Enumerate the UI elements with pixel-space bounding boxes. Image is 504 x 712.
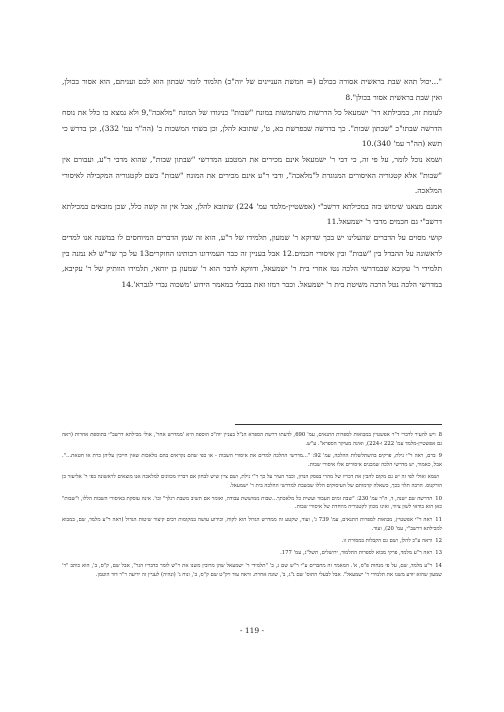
footnote: [62, 495, 442, 513]
footnote-number: 12: [435, 537, 442, 544]
footnote-text: ראה ר"ע מלמד, פרקי מבוא לספרות התלמוד, ירושלים, תשל"ג, עמ' 177.: [280, 550, 433, 557]
footnote: [62, 537, 442, 546]
footnote-text: ויש להעיר לדברי ד"ר אפשטיין במבואות לספרות התנאים, עמ' 690, לדעתו דרשת הספרא הנ"ל בעניין יוה"כ הוספה היא 'ממדרש אחר', אולי מכילתא דרשב"י בתוספת אחרות (ראה גם אפשטיין-מלמד עמ' 222 ו-224), ואינה מעיקר הספרא". ע"ש.: [62, 432, 442, 447]
body-paragraph: קושי מסוים על הדברים שהעלינו יש בכך שדוקא ר' שמעון, תלמידו של ר"ע, הוא זה שמן הדברים המיוחסים לו במשנה אנו למדים לראשונה על ההבדל בין "שבות" ובין איסורי חכמים.12 אבל בעניין זה כבר העמידונו רבותינו החוקרים13 על כך שר"ש לא נמנה בין תלמידי ר' עקיבא שבמדרשי הלכה נטו אחרי בית ר' ישמעאל, ודווקא לדבר הוא ר' שמעון בן יוחאי, תלמידו הוותיק של ר' עקיבא, במדרשי הלכה נטל הרבה משיטת בית ר' ישמעאל. וכבר רמזו זאת בבבלי במאמר הידוע 'משכוה גברי לגברא'.14: [62, 232, 442, 289]
footnote: [62, 549, 442, 558]
footnote-separator: [235, 424, 442, 425]
footnote-text: ושמא ואולי לפי זה יש גם מקום להבין את דבריו של מהרי בפסק הנדון, וכבר העיר על כך ר"י גילת, ושם ציין שיש לבחון אם דבריו מכוונים למלאכה אנו מוצאים לראשונה בפי ר' אליעזר בן הורקנוס. הרבה תלוי בכך, כשאלה קדמותם של העיסוקים הללו שבשבת למדרשי ההלכה בית ר' ישמעאל.: [62, 474, 442, 490]
body-paragraph: "...יכול תהא שבת בראשית אסורה בכולם (= חמשת העניינים של יוה"כ) תלמוד לומר שבתון הוא לכם ועניתם, הוא אסור בכולן, ואין שבת בראשית אסור בכולן".8: [62, 77, 442, 102]
footnote-text: ראה ר"י אפשטיין, מבואות לספרות התנאים, עמ' 739 ג', ועוד, שקטע זה ממדרש הגדול הוא לקוח, וכידוע עושה במקומות רבים קיצור שיטות הגדול (ראה ר"ע מלמד, שם, במבוא למכילתא דרשב"י, עמ' 20), ועוד.: [62, 516, 442, 532]
footnote: [62, 516, 442, 534]
body-paragraph: ושמא נוכל לומר, על פי זה, כי דבי ר' ישמעאל אינם מכירים את המטבע המדרשי "שבתון שבות", שהוא מדבי ר"ע, ועבורם אין "שבות" אלא קטגוריה האיסורים המנוגדת ל"מלאכה", ודבי ר"ע אינם מכירים את המונח "שבות" כשם לקטגוריה המקבילה לאיסורי המלאכה.: [62, 154, 442, 196]
body-paragraph: אמנם מצאנו שימוש כזה במכילתא דרשב"י (אפשטיין-מלמד עמ' 224) שתובא להלן, אבל אין זה קשה כלל, שכן מובאים במכילתא דרשב"י גם חכמים מדבי ר' ישמעאל.11: [62, 201, 443, 227]
footnote: [62, 562, 442, 580]
footnotes: [62, 431, 442, 583]
footnote-number: 9: [438, 453, 442, 460]
footnote-text: הדרשה שם ישנה, ד, ה"ר עמ' 230: "שבת זמים תעבוד ועשית כל מלאכתך...שבות ממוששת עבודה, ואומר אם תשיב משבת רגלך" וכו'. אינה עוסקת באיסורי השבות הללו, ו"שבות" כאן הוא בודאי לשון ציווי, ואינו מכוון לקטגוריה מיוחדת של איסורי שבות.: [62, 495, 442, 511]
footnote-text: ברם, ראה ר"י גילת, פרקים בהשתלשלות ההלכה, עמ' 92: "...מדרשי ההלכה למדים את איסורי השבות - או כפי שהם נקראים בהם מלאכות שאין חייבין עליהן כרת או חטאת...". אבל, כאמור, יש מדרשי הלכה שמכנים איסורים אלו איסורי שבות.: [62, 453, 442, 468]
footnote: [62, 452, 442, 470]
footnote-text: וראה ע"כ להלן, ושם גם הקבלות במסורת זו.: [341, 537, 433, 544]
footnote-number: 13: [435, 550, 442, 557]
body-paragraph: לעומת זה, במכילתא דר' ישמעאל כל הדרשות משתמשות במונח "שבות" כניגודו של המונח "מלאכה",9 ולא נמצא בו כלל את נוסח הדרשה שבתו"כ "שבתון שבות". כך בדרשה שבפרשת בא, ט', שתובא להלן, וכן בשתי המשכות כ' (הה"ר עמ' 332), וכן בדרש כי תשא (הה"ר עמ' 340).10: [62, 108, 442, 149]
footnote-number: 10: [435, 495, 443, 502]
footnote: [62, 431, 442, 449]
footnote-text: ר"ע מלמד, שם, על פי מנחות פ"ס, א'. המאמר זה מחברים ע"י ר"ש שם ג, ב' "תלמידי ר' ישמעאל שהן מרובין משנו את ר"ש לומר כדבריו הגר", אבל שם, ק"ס, ב', הוא כותב "ר' שמעון שהוא יודע משנו את תלמידי ר' ישמעאל". אבל לבעלי התוס' שם נ"ג, ב', שונה אחרת. וראה עוד ויק"ט שם ק"ס, ב', ונוח ג' (ונהיה) לעניין זה ידיעה ר"ר דוד הוטמן.: [62, 562, 442, 578]
footnote-number: 14: [435, 562, 442, 569]
main-text: [62, 74, 442, 292]
page-number: - 119 -: [239, 626, 265, 635]
footnote: [62, 473, 442, 491]
footnote-number: 8: [438, 432, 442, 438]
footnote-number: 11: [435, 516, 443, 523]
